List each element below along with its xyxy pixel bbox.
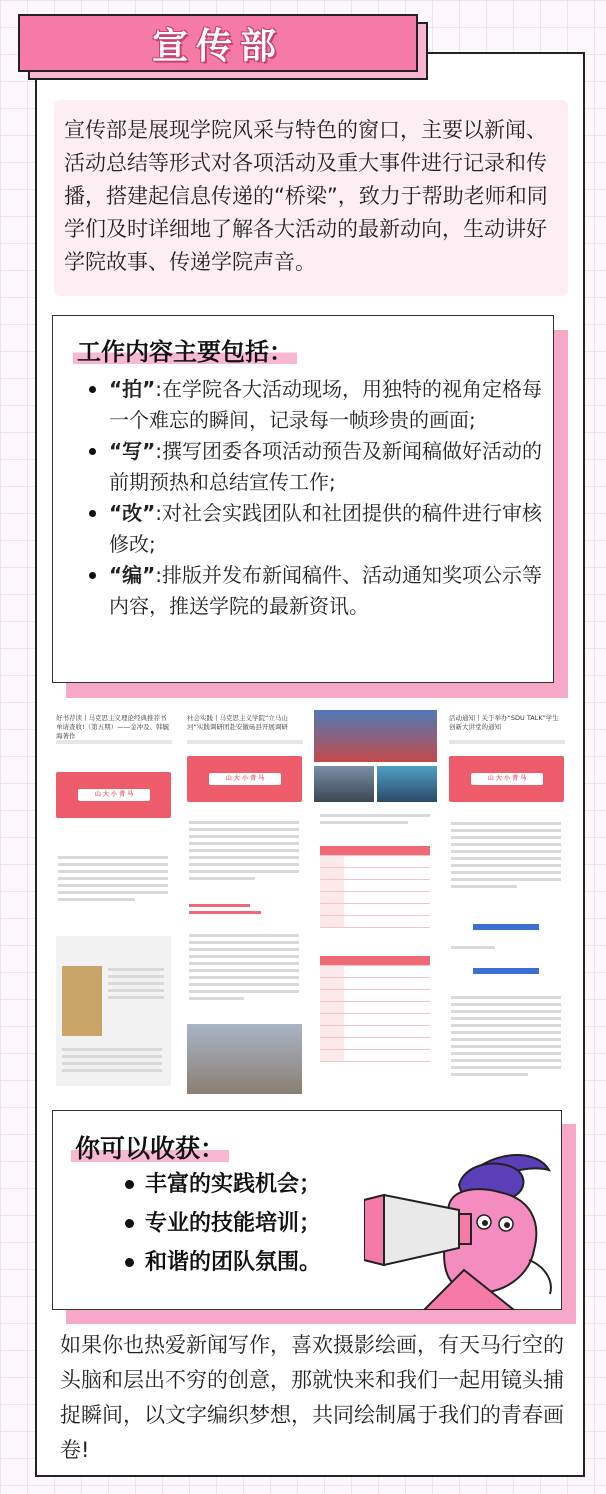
results-table (320, 956, 430, 1062)
article-title: 社会实践丨马克思主义学院“立马山河”实践调研团赴安徽砀县开展调研 (187, 714, 288, 731)
work-item-text: :撰写团委各项活动预告及新闻稿做好活动的前期预热和总结宣传工作; (109, 439, 543, 494)
work-item-key: “编” (109, 563, 156, 587)
work-list (83, 374, 543, 622)
bullet-icon (89, 510, 96, 517)
work-item-shoot (83, 374, 543, 436)
bullet-icon (125, 1219, 134, 1228)
article-thumbnail[interactable] (314, 706, 437, 1098)
gain-item (121, 1204, 321, 1243)
gain-item (121, 1165, 321, 1204)
event-photo (314, 766, 374, 802)
article-banner (449, 756, 564, 802)
article-screenshots (52, 706, 568, 1098)
bullet-icon (89, 386, 96, 393)
section-divider (473, 968, 539, 974)
work-item-text: :排版并发布新闻稿件、活动通知奖项公示等内容，推送学院的最新资讯。 (109, 563, 543, 618)
article-thumbnail[interactable] (52, 706, 175, 1098)
banner-label: 山 大 小 青 马 (209, 773, 281, 785)
bullet-icon (125, 1258, 134, 1267)
article-text-block (320, 814, 430, 828)
article-banner (187, 756, 302, 802)
work-item-write (83, 436, 543, 498)
article-text-block (451, 946, 561, 953)
article-title: 活动通知丨关于举办“SDU TALK”学生创新大讲堂的通知 (449, 714, 559, 731)
work-item-edit (83, 498, 543, 560)
article-title: 好书荐读丨马克思主义理论经典推荐书单请查收!（第五期）——金冲及、韩毓海著作 (56, 714, 170, 740)
book-summary-text (62, 1048, 162, 1076)
intro-panel (54, 100, 568, 296)
gain-item (121, 1243, 321, 1282)
article-text-block (451, 822, 561, 892)
article-meta (187, 740, 303, 744)
event-photo (187, 1024, 302, 1094)
closing-text: 如果你也热爱新闻写作，喜欢摄影绘画，有天马行空的头脑和层出不穷的创意，那就快来和我们一起用镜头捕捉瞬间，以文字编织梦想，共同绘制属于我们的青春画卷! (60, 1333, 564, 1462)
event-photo (377, 766, 437, 802)
work-content-card (52, 315, 554, 683)
results-table (320, 846, 430, 928)
work-item-key: “拍” (109, 377, 156, 401)
book-cover-image (62, 966, 102, 1036)
article-meta (449, 740, 565, 744)
article-text-block (189, 821, 299, 884)
bullet-icon (89, 448, 96, 455)
gain-item-text: 和谐的团队氛围。 (145, 1250, 322, 1275)
article-text-block (189, 904, 299, 918)
work-item-key: “改” (109, 501, 156, 525)
event-photo (314, 710, 437, 762)
work-item-layout (83, 560, 543, 622)
gain-item-text: 专业的技能培训； (145, 1211, 322, 1236)
section-divider (473, 924, 539, 930)
banner-label: 山 大 小 青 马 (471, 773, 543, 785)
title-banner (18, 14, 418, 72)
intro-text: 宣传部是展现学院风采与特色的窗口，主要以新闻、活动总结等形式对各项活动及重大事件进行记录和传播，搭建起信息传递的“桥梁”，致力于帮助老师和同学们及时详细地了解各大活动的最新动向，生动讲好学院故事、传递学院声音。 (64, 118, 548, 274)
bullet-icon (125, 1180, 134, 1189)
banner-label: 山 大 小 青 马 (78, 789, 150, 801)
megaphone-mascot-icon (364, 1140, 564, 1310)
article-text-block (189, 934, 299, 1004)
article-text-block (451, 996, 561, 1080)
work-item-text: :在学院各大活动现场，用独特的视角定格每一个难忘的瞬间，记录每一帧珍贵的画面; (109, 377, 543, 432)
article-thumbnail[interactable] (445, 706, 568, 1098)
article-meta (56, 740, 172, 744)
work-item-key: “写” (109, 439, 156, 463)
work-item-text: :对社会实践团队和社团提供的稿件进行审核修改; (109, 501, 543, 556)
book-panel (56, 936, 171, 1086)
page-title: 宣传部 (151, 25, 284, 67)
gain-item-text: 丰富的实践机会； (145, 1172, 322, 1197)
gains-list (121, 1165, 321, 1282)
work-heading: 工作内容主要包括： (73, 332, 297, 367)
article-text-block (58, 856, 168, 905)
book-info-text (108, 968, 164, 1003)
article-banner (56, 772, 171, 818)
bullet-icon (89, 572, 96, 579)
article-thumbnail[interactable] (183, 706, 306, 1098)
gains-heading: 你可以收获： (71, 1129, 229, 1165)
